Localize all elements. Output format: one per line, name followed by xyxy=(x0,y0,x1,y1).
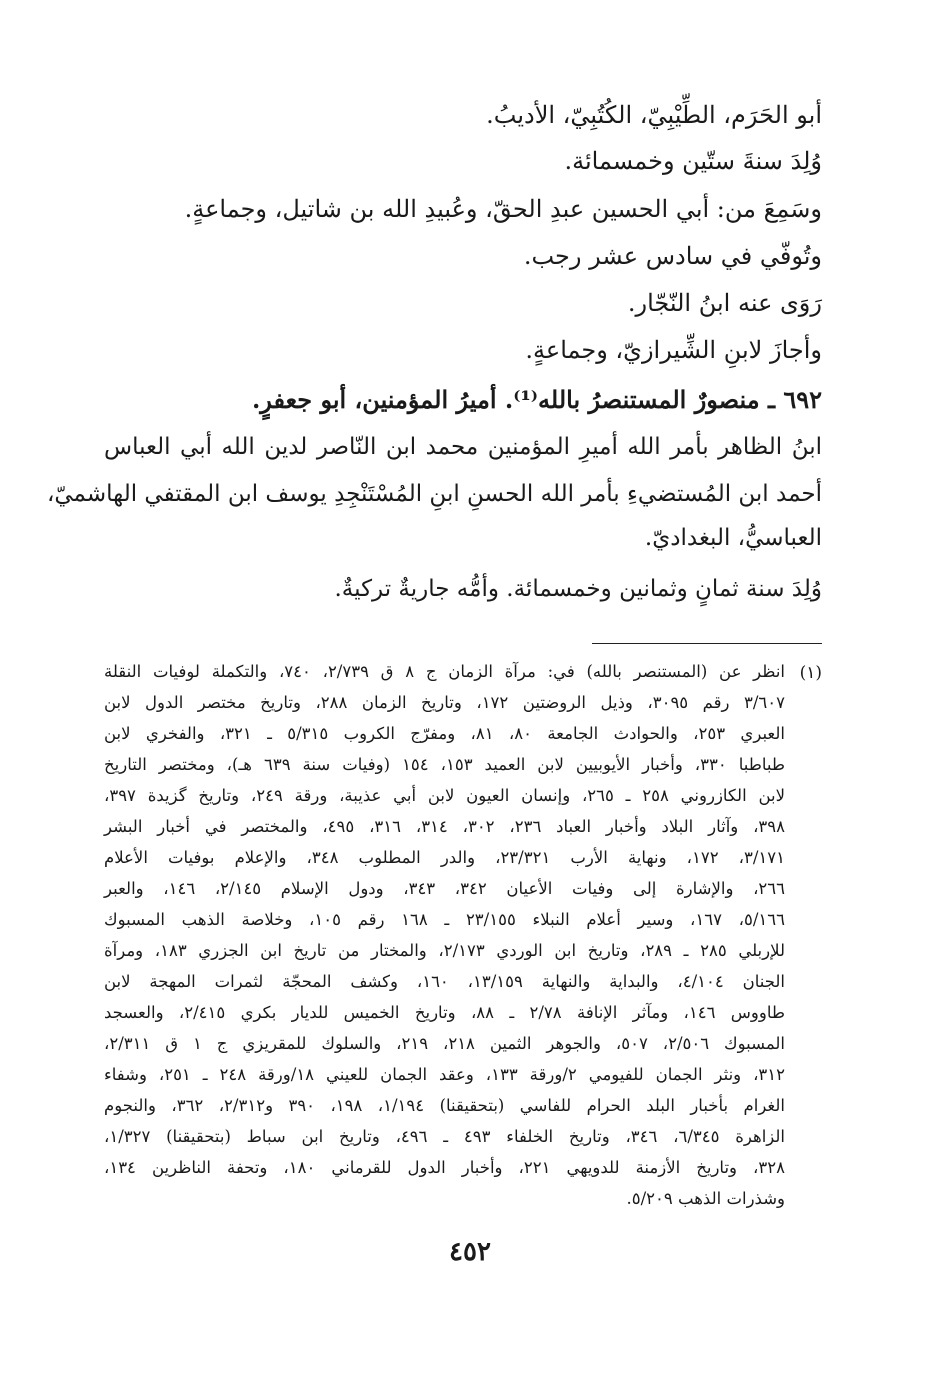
entry-heading: ٦٩٢ ـ منصورٌ المستنصرُ بالله⁽¹⁾. أميرُ المؤمنين، أبو جعفرٍ. xyxy=(251,385,822,414)
text-line: أبو الحَرَم، الطِّيْبِيّ، الكُتُبِيّ، الأديبُ. xyxy=(486,101,822,129)
footnote-line: ٢٦٦، والإشارة إلى وفيات الأعيان ٣٤٢، ٣٤٣، ودول الإسلام ٢/١٤٥، ١٤٦، والعبر xyxy=(104,879,785,898)
footnote-line: طاووس ١٤٦، ومآثر الإنافة ٢/٧٨ ـ ٨٨، وتاريخ الخميس للديار بكري ٢/٤١٥، والعسجد xyxy=(104,1003,785,1022)
footnote-line: الغرام بأخبار البلد الحرام للفاسي (بتحقيقنا) ١/١٩٤، ١٩٨، ٣٩٠ و٢/٣١٢، ٣٦٢، والنجوم xyxy=(104,1096,786,1115)
footnote-line: المسبوك ٢/٥٠٦، ٥٠٧، والجوهر الثمين ٢١٨، ٢١٩، والسلوك للمقريزي ج ١ ق ٢/٣١١، xyxy=(104,1034,785,1053)
text-line: ابنُ الظاهر بأمر الله أميرِ المؤمنين محمد ابن النّاصر لدين الله أبي العباس xyxy=(104,434,822,460)
footnote-line: وشذرات الذهب ٥/٢٠٩. xyxy=(626,1189,785,1208)
footnote-line: ٣/٦٠٧ رقم ٣٠٩٥، وذيل الروضتين ١٧٢، وتاريخ الزمان ٢٨٨، وتاريخ مختصر الدول لابن xyxy=(104,693,786,712)
footnote-line: الجنان ٤/١٠٤، والبداية والنهاية ١٣/١٥٩، ١٦٠، وكشف المحجّة لثمرات المهجة لابن xyxy=(104,972,785,991)
text-line: وسَمِعَ من: أبي الحسين عبدِ الحقّ، وعُبيدِ الله بن شاتيل، وجماعةٍ. xyxy=(184,195,822,223)
text-line: وأجازَ لابنِ الشِّيرازيّ، وجماعةٍ. xyxy=(525,336,822,364)
text-line: العباسيُّ، البغداديّ. xyxy=(644,525,822,551)
footnote-line: لابن الكازروني ٢٥٨ ـ ٢٦٥، وإنسان العيون لابن أبي عذيبة، ورقة ٢٤٩، وتاريخ گزيدة ٣٩٧، xyxy=(104,786,786,805)
footnote-line: طباطبا ٣٣٠، وأخبار الأيوبيين لابن العميد ١٥٣، ١٥٤ (وفيات سنة ٦٣٩ هـ)، ومختصر التاريخ xyxy=(104,755,786,774)
footnote-line: ٣٩٨، وآثار البلاد وأخبار العباد ٢٣٦، ٣٠٢، ٣١٤، ٣١٦، ٤٩٥، والمختصر في أخبار البشر xyxy=(104,817,785,836)
footnote-line: الزاهرة ٦/٣٤٥، ٣٤٦، وتاريخ الخلفاء ٤٩٣ ـ ٤٩٦، وتاريخ ابن سباط (بتحقيقنا) ١/٣٢٧، xyxy=(104,1127,786,1146)
text-line: وُلِدَ سنة ثمانٍ وثمانين وخمسمائة. وأمُّه جاريةٌ تركيةٌ. xyxy=(334,576,822,602)
footnote-line: ٣٢٨، وتاريخ الأزمنة للدويهي ٢٢١، وأخبار الدول للقرماني ١٨٠، وتحفة الناظرين ١٣٤، xyxy=(104,1158,785,1177)
footnote-line: ٣/١٧١، ١٧٢، ونهاية الأرب ٢٣/٣٢١، والدر المطلوب ٣٤٨، والإعلام بوفيات الأعلام xyxy=(104,848,786,867)
text-line: وُلِدَ سنةَ ستّين وخمسمائة. xyxy=(564,147,822,175)
footnote-divider xyxy=(592,643,822,644)
footnote-line: ٥/١٦٦، ١٦٧، وسير أعلام النبلاء ٢٣/١٥٥ ـ ١٦٨ رقم ١٠٥، وخلاصة الذهب المسبوك xyxy=(104,910,785,929)
footnote-line: ٣١٢، ونثر الجمان للفيومي ٢/ورقة ١٣٣، وعقد الجمان للعيني ١٨/ورقة ٢٤٨ ـ ٢٥١، وشفاء xyxy=(104,1065,786,1084)
footnote-marker: (١) xyxy=(799,663,822,683)
footnote-line: العبري ٢٥٣، والحوادث الجامعة ٨٠، ٨١، ومفرّج الكروب ٥/٣١٥ ـ ٣٢١، والفخري لابن xyxy=(104,724,785,743)
text-line: أحمد ابن المُستضيءِ بأمر الله الحسنِ ابنِ المُسْتَنْجِدِ يوسف ابن المقتفي الهاشميّ، xyxy=(46,481,822,507)
text-line: رَوَى عنه ابنُ النّجّار. xyxy=(627,289,822,317)
text-line: وتُوفّي في سادس عشر رجب. xyxy=(523,242,822,270)
page-number: ٤٥٢ xyxy=(449,1237,491,1267)
footnote-line: انظر عن (المستنصر بالله) في: مرآة الزمان ج ٨ ق ٢/٧٣٩، ٧٤٠، والتكملة لوفيات النقلة xyxy=(104,662,785,681)
footnote-line: للإربلي ٢٨٥ ـ ٢٨٩، وتاريخ ابن الوردي ٢/١٧٣، والمختار من تاريخ ابن الجزري ١٨٣، ومرآة xyxy=(104,941,785,960)
